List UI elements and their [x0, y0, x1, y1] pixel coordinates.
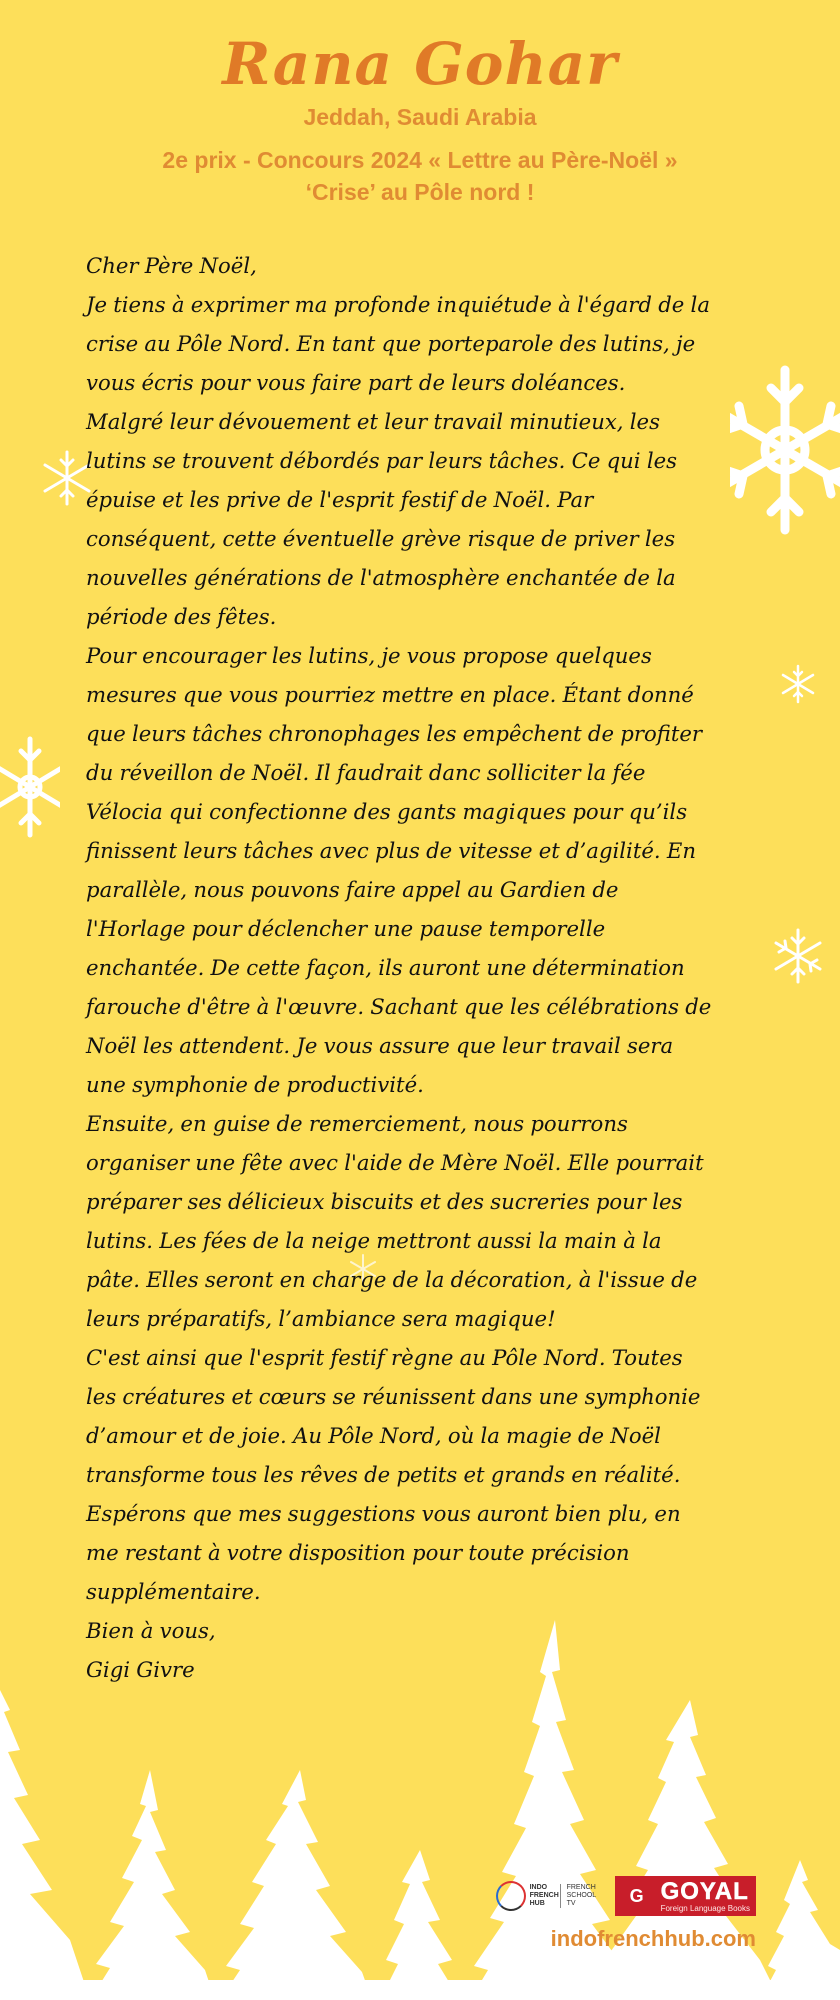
letter-line: lutins. Les fées de la neige mettront aussi la main à la — [86, 1228, 662, 1253]
letter-line: Noël les attendent. Je vous assure que leur travail sera — [86, 1033, 674, 1058]
letter-line: que leurs tâches chronophages les empêchent de profiter — [86, 721, 703, 746]
letter-line: Vélocia qui confectionne des gants magiques pour qu’ils — [86, 799, 688, 824]
goyal-wordmark — [657, 1878, 754, 1914]
letter-line: transforme tous les rêves de petits et grands en réalité. — [86, 1462, 681, 1487]
letter-line: C'est ainsi que l'esprit festif règne au Pôle Nord. Toutes — [86, 1345, 683, 1370]
letter-line: finissent leurs tâches avec plus de vitesse et d’agilité. En — [86, 838, 696, 863]
letter-subtitle: ‘Crise’ au Pôle nord ! — [305, 179, 535, 205]
letter-line: Gigi Givre — [86, 1657, 195, 1682]
indo-french-hub-logo — [496, 1881, 559, 1911]
letter-line: Pour encourager les lutins, je vous propose quelques — [86, 643, 652, 668]
letter-line: l'Horlage pour déclencher une pause temporelle — [86, 916, 606, 941]
website-url: indofrenchhub.com — [550, 1926, 756, 1951]
letter-line: conséquent, cette éventuelle grève risque de priver les — [86, 526, 676, 551]
letter-line: d’amour et de joie. Au Pôle Nord, où la magie de Noël — [86, 1423, 661, 1448]
sponsor-logos — [496, 1872, 756, 1920]
letter-line: Bien à vous, — [86, 1618, 216, 1643]
letter-line: supplémentaire. — [86, 1579, 261, 1604]
letter-line: une symphonie de productivité. — [86, 1072, 424, 1097]
snowflake-icon — [42, 448, 92, 508]
letter-line: organiser une fête avec l'aide de Mère Noël. Elle pourrait — [86, 1150, 704, 1175]
letter-body — [86, 246, 766, 1689]
snowflake-icon — [772, 925, 824, 987]
letter-line: Espérons que mes suggestions vous auront bien plu, en — [86, 1501, 681, 1526]
letter-line: période des fêtes. — [86, 604, 277, 629]
header — [0, 28, 840, 208]
snowflake-icon — [780, 662, 816, 706]
letter-line: les créatures et cœurs se réunissent dans une symphonie — [86, 1384, 701, 1409]
letter-line: lutins se trouvent débordés par leurs tâches. Ce qui les — [86, 448, 678, 473]
letter-line: Je tiens à exprimer ma profonde inquiétude à l'égard de la — [86, 292, 710, 317]
letter-line: leurs préparatifs, l’ambiance sera magique! — [86, 1306, 556, 1331]
prize-title: 2e prix - Concours 2024 « Lettre au Père-Noël » — [162, 147, 678, 173]
letter-line: préparer ses délicieux biscuits et des sucreries pour les — [86, 1189, 683, 1214]
author-location: Jeddah, Saudi Arabia — [303, 104, 537, 130]
letter-line: pâte. Elles seront en charge de la décoration, à l'issue de — [86, 1267, 698, 1292]
goyal-logo — [615, 1876, 756, 1916]
goyal-name: GOYAL — [660, 1877, 749, 1905]
letter-line: Malgré leur dévouement et leur travail minutieux, les — [86, 409, 660, 434]
letter-line: Cher Père Noël, — [86, 253, 257, 278]
letter-line: enchantée. De cette façon, ils auront une détermination — [86, 955, 685, 980]
goyal-tagline: Foreign Language Books — [660, 1903, 750, 1913]
snowflake-icon — [0, 732, 60, 842]
letter-line: Ensuite, en guise de remerciement, nous pourrons — [86, 1111, 628, 1136]
french-school-tv-logo: FRENCH SCHOOL TV — [560, 1884, 603, 1908]
logo-ring-icon — [496, 1881, 526, 1911]
letter-line: nouvelles générations de l'atmosphère enchantée de la — [86, 565, 676, 590]
letter-line: mesures que vous pourriez mettre en place. Étant donné — [86, 682, 694, 707]
goyal-badge: G — [617, 1878, 657, 1914]
author-name: Rana Gohar — [222, 30, 618, 98]
letter-line: me restant à votre disposition pour toute précision — [86, 1540, 630, 1565]
indo-french-hub-label: INDO FRENCH HUB — [529, 1884, 559, 1907]
letter-line: épuise et les prive de l'esprit festif de Noël. Par — [86, 487, 594, 512]
letter-line: parallèle, nous pouvons faire appel au Gardien de — [86, 877, 619, 902]
letter-line: crise au Pôle Nord. En tant que porteparole des lutins, je — [86, 331, 696, 356]
letter-line: vous écris pour vous faire part de leurs doléances. — [86, 370, 626, 395]
letter-line: farouche d'être à l'œuvre. Sachant que les célébrations de — [86, 994, 712, 1019]
letter-line: du réveillon de Noël. Il faudrait danc solliciter la fée — [86, 760, 646, 785]
